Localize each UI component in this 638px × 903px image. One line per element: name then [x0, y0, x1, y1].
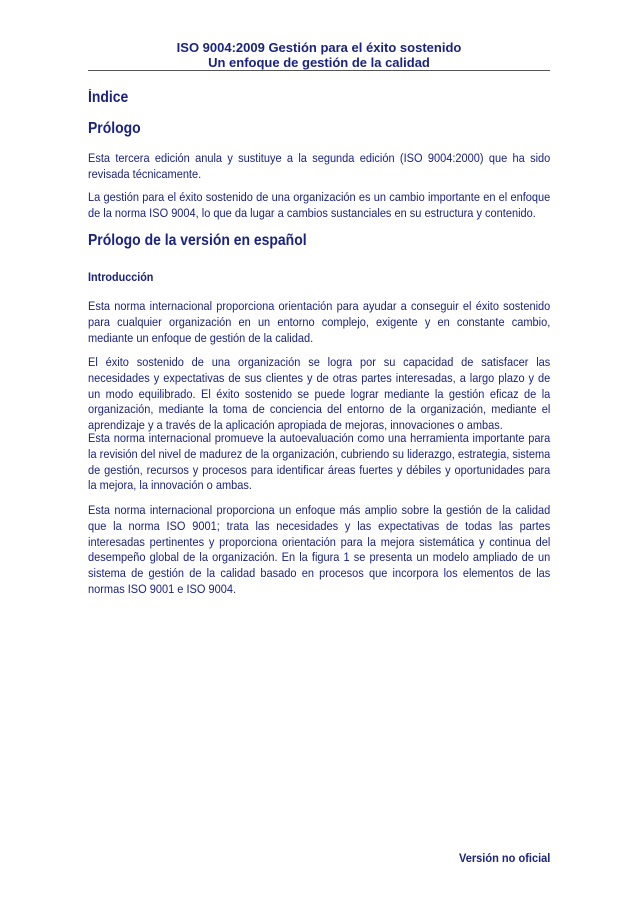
header-divider [88, 70, 550, 71]
heading-indice: Índice [88, 89, 129, 106]
header-subtitle: Un enfoque de gestión de la calidad [208, 55, 430, 70]
heading-prologo-espanol: Prólogo de la versión en español [88, 232, 307, 249]
footer-label: Versión no oficial [458, 851, 550, 865]
prologo-paragraph-2: La gestión para el éxito sostenido de una organización es un cambio importante en el enfoque de la norma ISO 9004, lo que da lugar a cambios sustanciales en su estructura y contenido. [88, 190, 551, 220]
intro-paragraph-2: El éxito sostenido de una organización se logra por su capacidad de satisfacer las necesidades y expectativas de sus clientes y de otras partes interesadas, a largo plazo y de un modo equilibrado. El éxito sostenido se puede lograr mediante la gestión eficaz de la organización, mediante la toma de conciencia del entorno de la organización, mediante el aprendizaje y a través de la aplicación apropiada de mejoras, innovaciones o ambas. [88, 355, 551, 433]
intro-paragraph-1: Esta norma internacional proporciona orientación para ayudar a conseguir el éxito sostenido para cualquier organización en un entorno complejo, exigente y en constante cambio, mediante un enfoque de gestión de la calidad. [88, 299, 551, 345]
page-header [88, 40, 550, 70]
intro-paragraph-4: Esta norma internacional proporciona un enfoque más amplio sobre la gestión de la calidad que la norma ISO 9001; trata las necesidades y las expectativas de todas las partes interesadas pertinentes y proporciona orientación para la mejora sistemática y continua del desempeño global de la organización. En la figura 1 se presenta un modelo ampliado de un sistema de gestión de la calidad basado en procesos que incorpora los elementos de las normas ISO 9001 e ISO 9004. [88, 503, 551, 596]
header-title: ISO 9004:2009 Gestión para el éxito sostenido [176, 40, 462, 55]
heading-introduccion: Introducción [88, 270, 154, 284]
intro-paragraph-3: Esta norma internacional promueve la autoevaluación como una herramienta importante para la revisión del nivel de madurez de la organización, cubriendo su liderazgo, estrategia, sistema de gestión, recursos y procesos para identificar áreas fuertes y débiles y oportunidades para la mejora, la innovación o ambas. [88, 431, 551, 493]
prologo-paragraph-1: Esta tercera edición anula y sustituye a la segunda edición (ISO 9004:2000) que ha sido revisada técnicamente. [88, 151, 551, 181]
heading-prologo: Prólogo [88, 120, 141, 137]
